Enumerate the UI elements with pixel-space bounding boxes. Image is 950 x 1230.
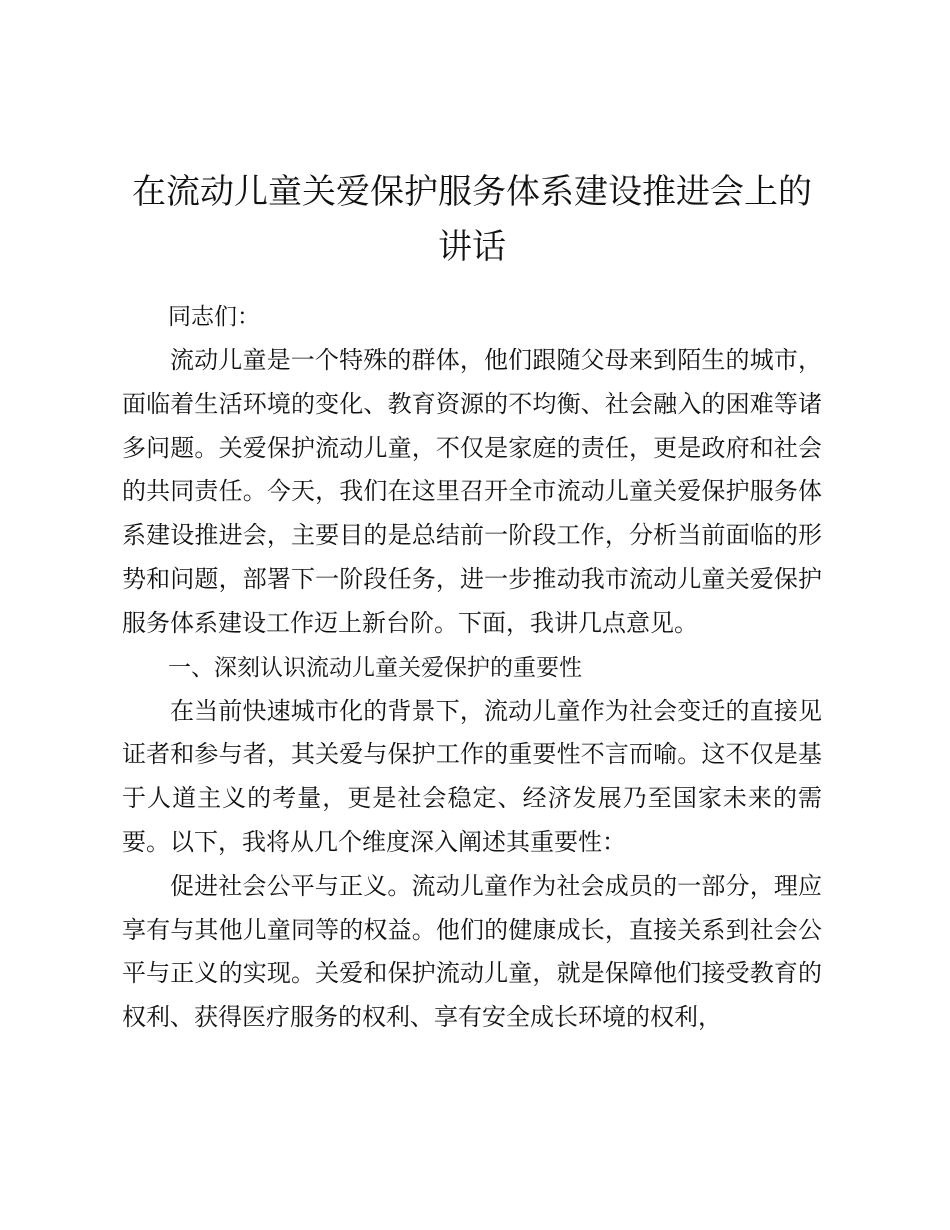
section-paragraph-2: 促进社会公平与正义。流动儿童作为社会成员的一部分，理应享有与其他儿童同等的权益。他们的健康成长，直接关系到社会公平与正义的实现。关爱和保护流动儿童，就是保障他们接受教育的权利、获得医疗服务的权利、享有安全成长环境的权利，: [122, 871, 822, 1032]
salutation: 同志们：: [168, 304, 260, 330]
section-paragraph-1: 在当前快速城市化的背景下，流动儿童作为社会变迁的直接见证者和参与者，其关爱与保护工作的重要性不言而喻。这不仅是基于人道主义的考量，更是社会稳定、经济发展乃至国家未来的需要。以下，我将从几个维度深入阐述其重要性：: [122, 696, 822, 856]
document-page: [122, 165, 822, 1040]
section-heading: 一、深刻认识流动儿童关爱保护的重要性: [168, 654, 582, 681]
document-title: 在流动儿童关爱保护服务体系建设推进会上的讲话: [132, 172, 812, 267]
intro-paragraph: 流动儿童是一个特殊的群体，他们跟随父母来到陌生的城市，面临着生活环境的变化、教育资源的不均衡、社会融入的困难等诸多问题。关爱保护流动儿童，不仅是家庭的责任，更是政府和社会的共同责任。今天，我们在这里召开全市流动儿童关爱保护服务体系建设推进会，主要目的是总结前一阶段工作，分析当前面临的形势和问题，部署下一阶段任务，进一步推动我市流动儿童关爱保护服务体系建设工作迈上新台阶。下面，我讲几点意见。: [122, 346, 822, 637]
